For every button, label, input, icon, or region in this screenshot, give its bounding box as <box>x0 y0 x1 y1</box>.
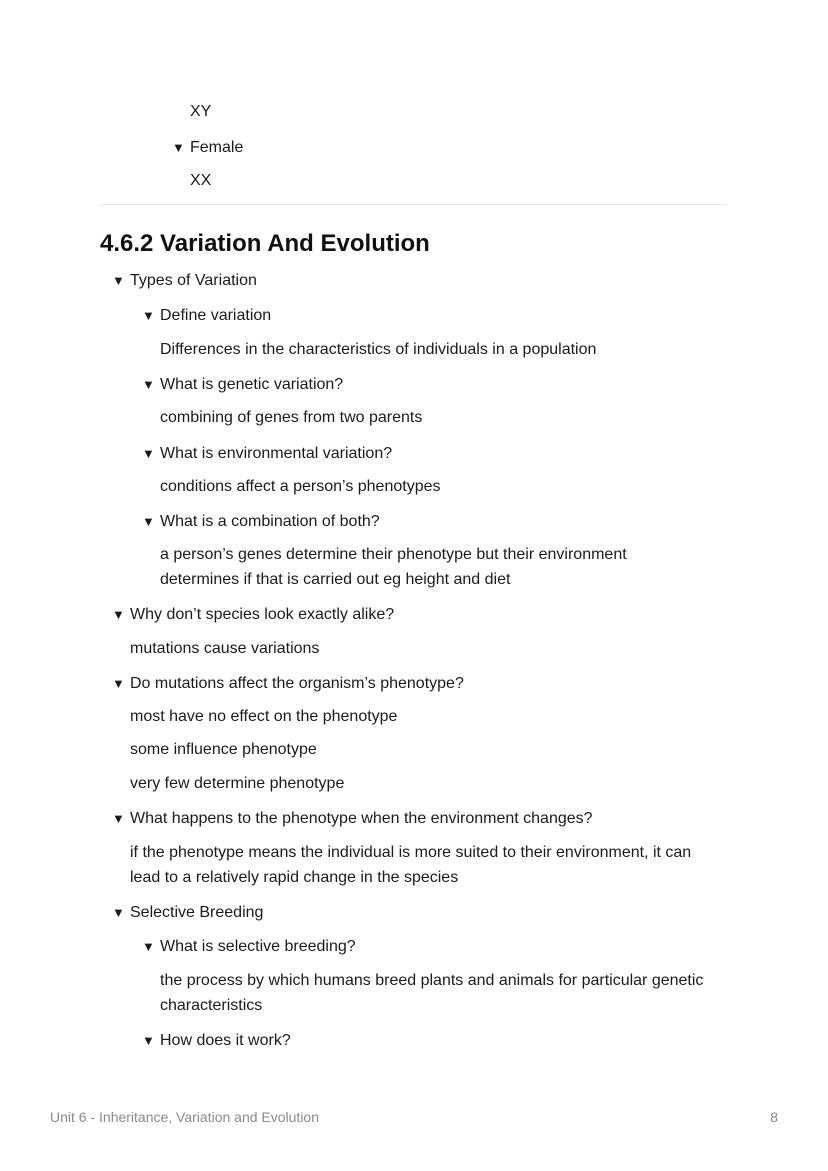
toggle-label: How does it work? <box>160 1032 291 1049</box>
toggle-label: Types of Variation <box>130 272 257 289</box>
toggle-environmental-variation[interactable] <box>142 441 392 466</box>
triangle-down-icon[interactable]: ▼ <box>112 273 125 288</box>
triangle-down-icon[interactable]: ▼ <box>112 905 125 920</box>
toggle-species[interactable] <box>112 602 394 627</box>
xx-text: XX <box>190 172 212 189</box>
triangle-down-icon[interactable]: ▼ <box>112 607 125 622</box>
answer-text: Differences in the characteristics of individuals in a population <box>160 341 597 358</box>
triangle-down-icon[interactable]: ▼ <box>142 939 155 954</box>
toggle-mutations[interactable] <box>112 671 464 696</box>
toggle-what-is-selective-breeding[interactable] <box>142 934 356 959</box>
triangle-down-icon[interactable]: ▼ <box>142 308 155 323</box>
answer-text: most have no effect on the phenotype <box>130 708 398 725</box>
toggle-female[interactable] <box>172 135 243 160</box>
toggle-label: What happens to the phenotype when the environment changes? <box>130 810 593 827</box>
answer-text: determines if that is carried out eg height and diet <box>160 571 511 588</box>
toggle-genetic-variation[interactable] <box>142 372 343 397</box>
toggle-how-does-it-work[interactable] <box>142 1028 291 1053</box>
toggle-environment-change[interactable] <box>112 806 593 831</box>
toggle-label: Selective Breeding <box>130 904 264 921</box>
triangle-down-icon[interactable]: ▼ <box>142 446 155 461</box>
toggle-combination[interactable] <box>142 509 380 534</box>
toggle-label: What is selective breeding? <box>160 938 356 955</box>
toggle-selective-breeding[interactable] <box>112 900 263 925</box>
toggle-label: Define variation <box>160 307 272 324</box>
answer-text: a person’s genes determine their phenotype but their environment <box>160 546 627 563</box>
answer-text: mutations cause variations <box>130 640 320 657</box>
toggle-label: What is environmental variation? <box>160 445 393 462</box>
toggle-label: What is genetic variation? <box>160 376 344 393</box>
toggle-label: What is a combination of both? <box>160 513 380 530</box>
toggle-label: Do mutations affect the organism’s phenotype? <box>130 675 464 692</box>
footer-unit-title: Unit 6 - Inheritance, Variation and Evolution <box>50 1109 320 1125</box>
toggle-label: Female <box>190 139 244 156</box>
section-heading: 4.6.2 Variation And Evolution <box>100 230 430 257</box>
triangle-down-icon[interactable]: ▼ <box>142 377 155 392</box>
answer-text: very few determine phenotype <box>130 775 345 792</box>
answer-text: conditions affect a person’s phenotypes <box>160 478 441 495</box>
toggle-label: Why don’t species look exactly alike? <box>130 606 395 623</box>
answer-text: combining of genes from two parents <box>160 409 423 426</box>
xy-text: XY <box>190 103 212 120</box>
triangle-down-icon[interactable]: ▼ <box>172 140 185 155</box>
answer-text: the process by which humans breed plants and animals for particular genetic <box>160 972 704 989</box>
triangle-down-icon[interactable]: ▼ <box>142 514 155 529</box>
footer-page-number: 8 <box>770 1109 778 1125</box>
toggle-types-of-variation[interactable] <box>112 268 257 293</box>
answer-text: if the phenotype means the individual is more suited to their environment, it can <box>130 844 692 861</box>
toggle-define-variation[interactable] <box>142 303 271 328</box>
divider <box>100 204 727 205</box>
answer-text: characteristics <box>160 997 263 1014</box>
triangle-down-icon[interactable]: ▼ <box>112 676 125 691</box>
answer-text: some influence phenotype <box>130 741 317 758</box>
answer-text: lead to a relatively rapid change in the species <box>130 869 459 886</box>
triangle-down-icon[interactable]: ▼ <box>142 1033 155 1048</box>
triangle-down-icon[interactable]: ▼ <box>112 811 125 826</box>
